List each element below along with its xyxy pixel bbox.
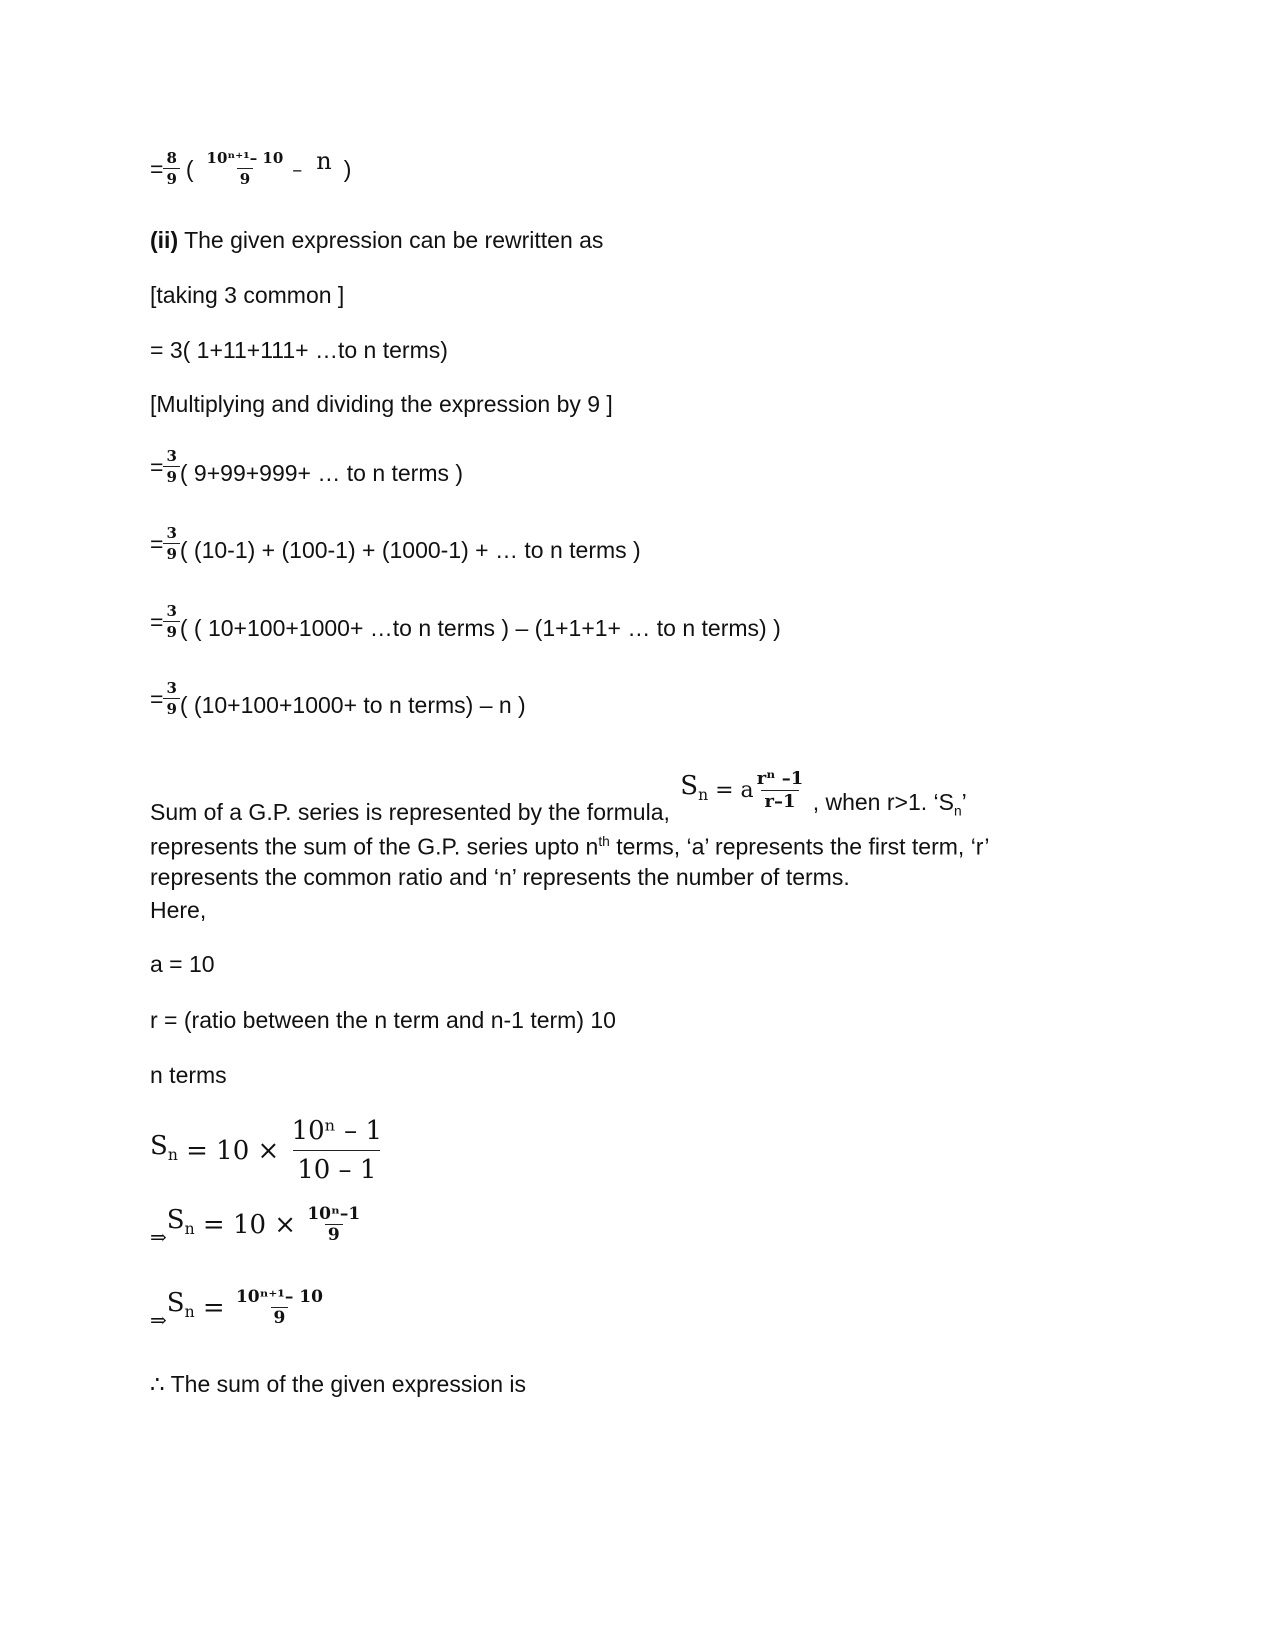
expression-text: ( (10-1) + (100-1) + (1000-1) + … to n terms ): [179, 536, 641, 563]
note-multiplying: [Multiplying and dividing the expression by 9 ]: [150, 391, 613, 417]
statement-ii: [150, 226, 603, 254]
equals-sign: =: [150, 685, 164, 712]
expression-line-4: = 3( 1+11+111+ …to n terms): [150, 337, 448, 363]
fraction-8-9: $\frac{8}{9}$: [163, 148, 179, 189]
equals-sign: =: [150, 608, 164, 635]
expression-text: ( (10+100+1000+ to n terms) – n ): [179, 691, 526, 718]
fraction-10n-9: $\frac{\text{10ⁿ–1}}{9}$: [307, 1204, 361, 1245]
implies-arrow: ⇒: [150, 1307, 167, 1332]
equation-sn-1: $S_n$ = 10 × $\frac{\text{10ⁿ – 1}}{10 - 1}$: [150, 1112, 386, 1189]
note-taking-common: [taking 3 common ]: [150, 282, 345, 308]
close-paren: ): [343, 155, 352, 182]
inner-fraction: $\frac{\text{10ⁿ⁺¹– 10}}{9}$: [206, 149, 284, 188]
minus-sign: –: [292, 156, 303, 181]
fraction-10n: $\frac{\text{10ⁿ – 1}}{10 - 1}$: [288, 1112, 386, 1189]
paragraph-text: Sum of a G.P. series is represented by the formula,: [150, 799, 677, 825]
gp-sum-formula: $S_n$ = a $\frac{\text{rⁿ –1}}{r-1}$: [680, 768, 806, 813]
fraction-3-9: $\frac{3}{9}$: [163, 446, 179, 487]
fraction-10n1-9: $\frac{\text{10ⁿ⁺¹– 10}}{9}$: [235, 1287, 323, 1328]
ratio-fraction: $\frac{\text{rⁿ –1}}{r-1}$: [756, 768, 804, 812]
expression-text: ( 9+99+999+ … to n terms ): [179, 459, 464, 486]
r-value: r = (ratio between the n term and n-1 term) 10: [150, 1007, 616, 1033]
fraction-3-9: $\frac{3}{9}$: [163, 523, 179, 564]
equals-sign: =: [150, 155, 164, 182]
fraction-3-9: $\frac{3}{9}$: [163, 601, 179, 642]
expression-line-7: [150, 523, 641, 564]
open-paren: (: [185, 155, 194, 182]
equation-sn-3: ⇒ $S_n$ = $\frac{\text{10ⁿ⁺¹– 10}}{9}$: [150, 1287, 326, 1328]
expression-text: ( ( 10+100+1000+ …to n terms ) – (1+1+1+ … to n terms) ): [179, 614, 781, 641]
gp-formula-paragraph: Sum of a G.P. series is represented by the formula, $S_n$ = a $\frac{\text{rⁿ –1}}{r-1}$ , when r>1. ‘$S_n$’ represents the sum of the G.P. series upto $n^{th}$ terms, ‘a’ represents the first term, ‘r’ represents the common ratio and ‘n’ represents the number of terms.: [150, 768, 990, 890]
equals-sign: =: [150, 453, 164, 480]
expression-line-1: [150, 148, 351, 189]
n-value: n terms: [150, 1062, 227, 1088]
variable-n: n: [316, 146, 332, 175]
implies-arrow: ⇒: [150, 1224, 167, 1249]
expression-line-8: [150, 601, 781, 642]
fraction-3-9: $\frac{3}{9}$: [163, 678, 179, 719]
part-label: (ii): [150, 227, 179, 253]
conclusion-text: ∴ The sum of the given expression is: [150, 1371, 527, 1397]
equals-sign: =: [150, 530, 164, 557]
expression-line-9: [150, 678, 526, 719]
here-label: Here,: [150, 897, 207, 923]
statement-text: The given expression can be rewritten as: [178, 227, 604, 253]
a-value: a = 10: [150, 951, 215, 977]
paragraph-line-2: represents the sum of the G.P. series upto $n^{th}$ terms, ‘a’ represents the first term, ‘r’: [150, 833, 990, 860]
equation-sn-2: ⇒ $S_n$ = 10 × $\frac{\text{10ⁿ–1}}{9}$: [150, 1204, 363, 1245]
paragraph-line-3: represents the common ratio and ‘n’ represents the number of terms.: [150, 863, 850, 890]
expression-line-6: [150, 446, 463, 487]
